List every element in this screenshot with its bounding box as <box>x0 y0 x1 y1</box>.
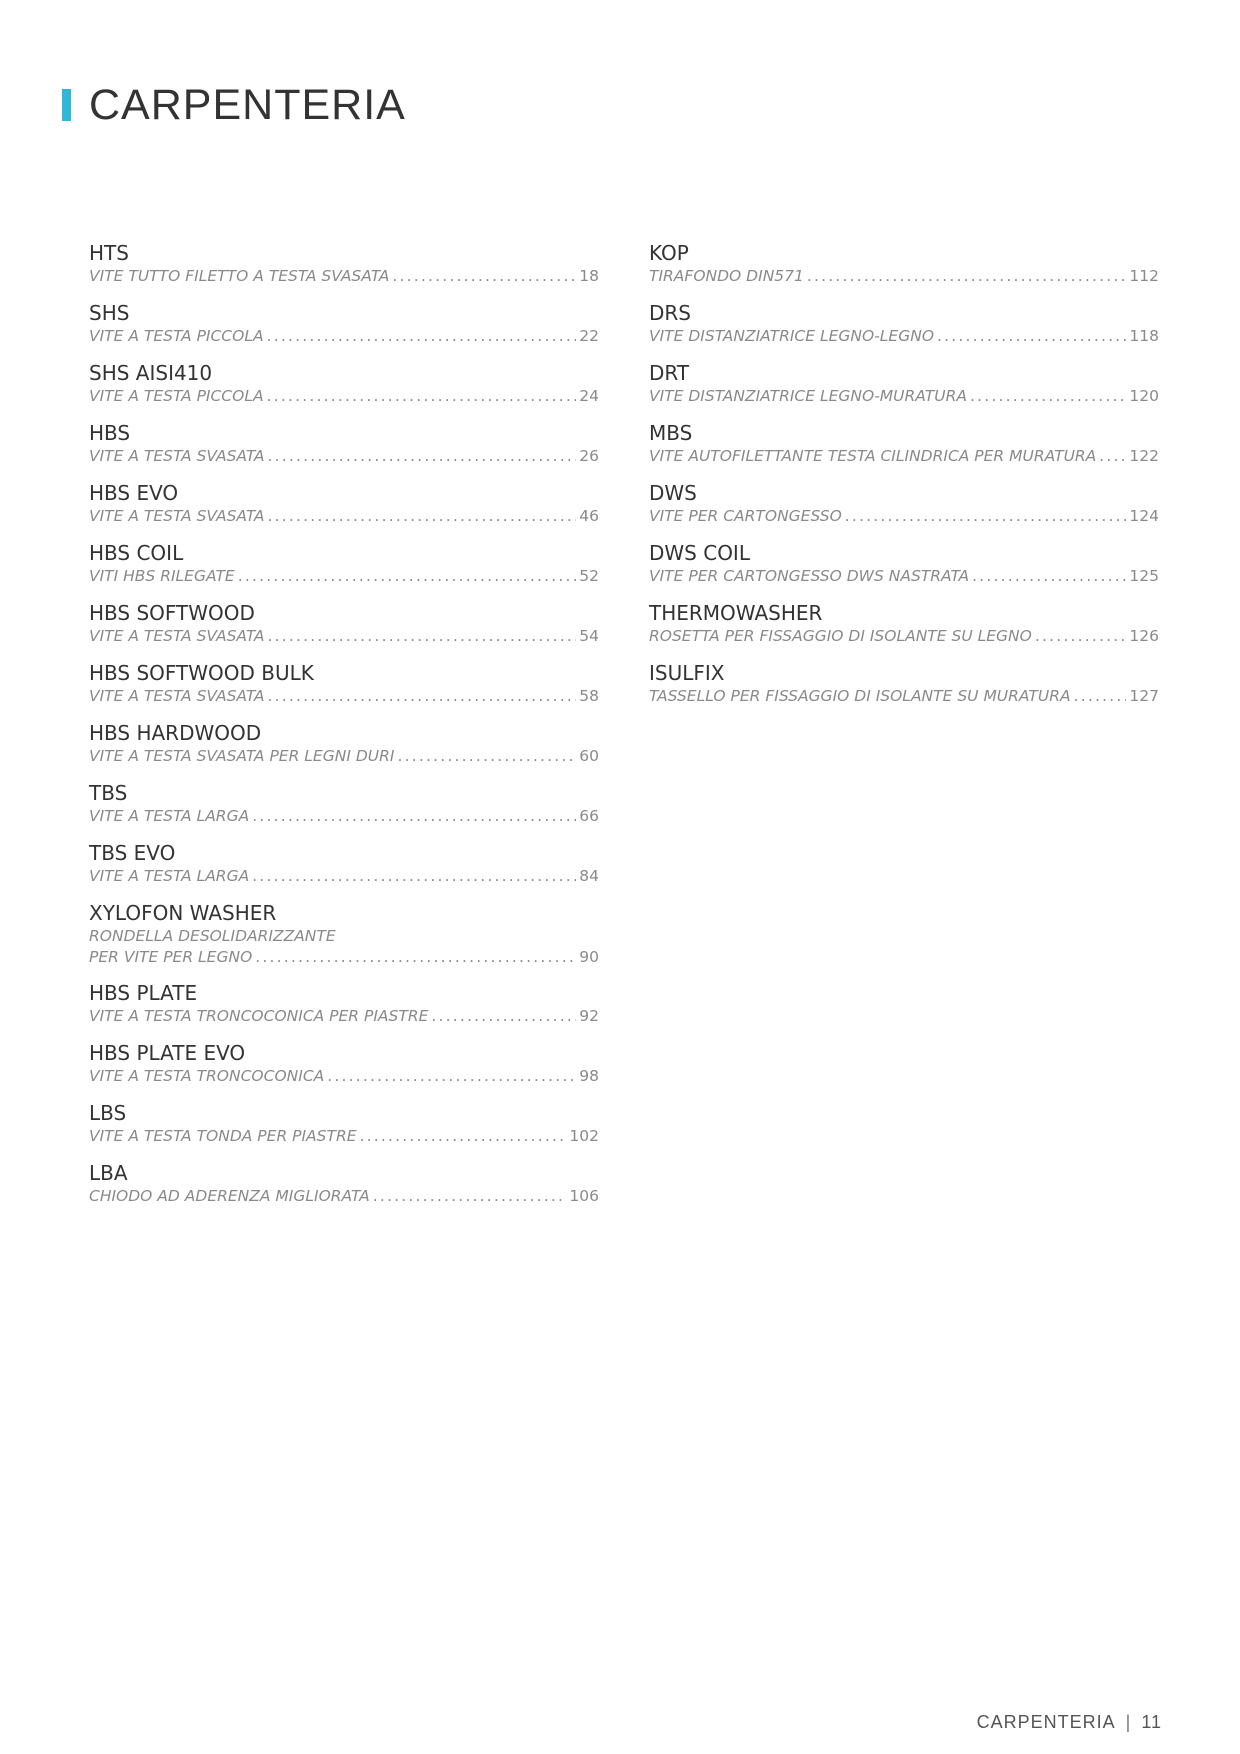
toc-entry[interactable] <box>649 300 1159 360</box>
toc-entry-page-number: 125 <box>1129 567 1159 585</box>
toc-entry-description: VITE A TESTA SVASATA <box>89 627 265 645</box>
toc-entry-name: HBS PLATE <box>89 981 198 1005</box>
toc-entry-line <box>649 386 1159 407</box>
toc-entry-name: LBS <box>89 1101 127 1125</box>
toc-entry-description: CHIODO AD ADERENZA MIGLIORATA <box>89 1187 370 1205</box>
toc-entry[interactable] <box>89 1160 599 1220</box>
toc-entry-line <box>89 1006 599 1027</box>
toc-entry-page-number: 60 <box>579 747 599 765</box>
toc-entry-description: VITE A TESTA SVASATA <box>89 507 265 525</box>
toc-entry[interactable] <box>649 360 1159 420</box>
toc-entry-line <box>89 1066 599 1087</box>
toc-entry-page-number: 102 <box>569 1127 599 1145</box>
toc-entry-name: HBS <box>89 421 131 445</box>
toc-entry[interactable] <box>89 840 599 900</box>
toc-entry-description: VITE PER CARTONGESSO DWS NASTRATA <box>649 567 970 585</box>
toc-entry-name: DRS <box>649 301 691 325</box>
toc-entry-name: SHS AISI410 <box>89 361 213 385</box>
page-footer <box>977 1712 1162 1733</box>
toc-entry-page-number: 54 <box>579 627 599 645</box>
toc-entry[interactable] <box>89 780 599 840</box>
toc-entry-page-number: 26 <box>579 447 599 465</box>
dot-leader <box>397 746 576 767</box>
toc-entry-name: HBS SOFTWOOD <box>89 601 255 625</box>
toc-entry-line <box>649 326 1159 347</box>
toc-entry-line <box>89 746 599 767</box>
toc-entry[interactable] <box>649 660 1159 720</box>
toc-right-column <box>649 240 1159 720</box>
toc-entry-name: HBS HARDWOOD <box>89 721 262 745</box>
accent-bar <box>62 89 71 121</box>
toc-entry-name: HBS EVO <box>89 481 179 505</box>
toc-entry[interactable] <box>89 720 599 780</box>
dot-leader <box>360 1126 567 1147</box>
toc-entry-description: VITE A TESTA SVASATA <box>89 447 265 465</box>
toc-entry-name: TBS <box>89 781 128 805</box>
toc-entry-line <box>649 266 1159 287</box>
toc-entry-description: VITE A TESTA LARGA <box>89 807 250 825</box>
toc-entry[interactable] <box>89 980 599 1040</box>
toc-entry-name: LBA <box>89 1161 128 1185</box>
toc-entry-page-number: 46 <box>579 507 599 525</box>
dot-leader <box>373 1186 567 1207</box>
toc-entry-page-number: 124 <box>1129 507 1159 525</box>
dot-leader <box>392 266 576 287</box>
toc-entry-line <box>89 506 599 527</box>
toc-entry-page-number: 84 <box>579 867 599 885</box>
toc-entry-description: VITE A TESTA TRONCOCONICA <box>89 1067 325 1085</box>
dot-leader <box>972 566 1126 587</box>
dot-leader <box>807 266 1127 287</box>
toc-entry-description: TASSELLO PER FISSAGGIO DI ISOLANTE SU MURATURA <box>649 687 1071 705</box>
toc-entry-description: PER VITE PER LEGNO <box>89 948 253 966</box>
dot-leader <box>238 566 577 587</box>
toc-entry-name: HBS SOFTWOOD BULK <box>89 661 314 685</box>
toc-entry-line <box>89 386 599 407</box>
dot-leader <box>268 446 577 467</box>
toc-entry-name: HBS PLATE EVO <box>89 1041 246 1065</box>
toc-entry-line <box>89 326 599 347</box>
dot-leader <box>252 866 576 887</box>
toc-entry-line <box>649 686 1159 707</box>
toc-entry-name: XYLOFON WASHER <box>89 901 277 925</box>
toc-entry-page-number: 90 <box>579 948 599 966</box>
toc-entry[interactable] <box>89 900 599 980</box>
toc-entry-line <box>89 446 599 467</box>
toc-entry[interactable] <box>89 1100 599 1160</box>
toc-entry-name: DWS COIL <box>649 541 750 565</box>
page-header <box>62 80 406 129</box>
toc-entry-description: VITE A TESTA TONDA PER PIASTRE <box>89 1127 357 1145</box>
page-title: CARPENTERIA <box>89 80 406 129</box>
toc-entry[interactable] <box>89 600 599 660</box>
toc-entry[interactable] <box>89 240 599 300</box>
toc-entry[interactable] <box>89 480 599 540</box>
toc-entry-name: HBS COIL <box>89 541 184 565</box>
toc-entry-line <box>89 1126 599 1147</box>
toc-entry-name: KOP <box>649 241 689 265</box>
toc-entry[interactable] <box>89 1040 599 1100</box>
toc-entry-line <box>89 806 599 827</box>
toc-entry-description: VITE TUTTO FILETTO A TESTA SVASATA <box>89 267 390 285</box>
toc-entry-line <box>89 566 599 587</box>
dot-leader <box>268 626 577 647</box>
dot-leader <box>431 1006 576 1027</box>
toc-entry-description: VITE A TESTA PICCOLA <box>89 327 264 345</box>
toc-entry-name: HTS <box>89 241 129 265</box>
dot-leader <box>252 806 576 827</box>
toc-entry-line <box>89 866 599 887</box>
toc-entry-name: DRT <box>649 361 690 385</box>
dot-leader <box>1074 686 1127 707</box>
toc-entry-page-number: 66 <box>579 807 599 825</box>
dot-leader <box>327 1066 576 1087</box>
toc-entry-page-number: 92 <box>579 1007 599 1025</box>
footer-section: CARPENTERIA <box>976 1712 1116 1732</box>
toc-entry-description: RONDELLA DESOLIDARIZZANTE <box>89 927 336 945</box>
toc-entry-name: DWS <box>649 481 697 505</box>
toc-entry-description: VITE A TESTA SVASATA PER LEGNI DURI <box>89 747 395 765</box>
toc-entry-page-number: 122 <box>1129 447 1159 465</box>
dot-leader <box>1099 446 1126 467</box>
toc-entry-name: TBS EVO <box>89 841 176 865</box>
toc-entry-description: VITE A TESTA SVASATA <box>89 687 265 705</box>
toc-entry-line <box>649 446 1159 467</box>
toc-entry-line <box>89 266 599 287</box>
toc-entry-line <box>89 626 599 647</box>
toc-entry[interactable] <box>649 480 1159 540</box>
dot-leader <box>268 506 577 527</box>
toc-entry[interactable] <box>649 540 1159 600</box>
toc-entry-description: VITE A TESTA LARGA <box>89 867 250 885</box>
toc-entry-description: VITE AUTOFILETTANTE TESTA CILINDRICA PER MURATURA <box>649 447 1097 465</box>
toc-entry[interactable] <box>649 240 1159 300</box>
toc-entry-description: ROSETTA PER FISSAGGIO DI ISOLANTE SU LEGNO <box>649 627 1032 645</box>
dot-leader <box>937 326 1126 347</box>
toc-entry-description: VITE A TESTA PICCOLA <box>89 387 264 405</box>
toc-entry-description: VITE A TESTA TRONCOCONICA PER PIASTRE <box>89 1007 429 1025</box>
toc-entry-line <box>89 1186 599 1207</box>
toc-entry-line <box>649 626 1159 647</box>
toc-entry-name: SHS <box>89 301 130 325</box>
toc-entry-line <box>649 566 1159 587</box>
toc-entry[interactable] <box>89 660 599 720</box>
toc-entry[interactable] <box>649 600 1159 660</box>
toc-entry-page-number: 112 <box>1129 267 1159 285</box>
toc-entry-description: VITE DISTANZIATRICE LEGNO-MURATURA <box>649 387 967 405</box>
dot-leader <box>255 947 576 968</box>
toc-entry-description: VITE PER CARTONGESSO <box>649 507 842 525</box>
toc-entry-page-number: 127 <box>1129 687 1159 705</box>
dot-leader <box>268 686 577 707</box>
toc-entry-page-number: 52 <box>579 567 599 585</box>
toc-entry-name: THERMOWASHER <box>649 601 823 625</box>
toc-left-column <box>89 240 599 1220</box>
toc-entry[interactable] <box>89 300 599 360</box>
dot-leader <box>845 506 1127 527</box>
dot-leader <box>267 326 577 347</box>
footer-page-number: 11 <box>1141 1712 1162 1732</box>
toc-entry-page-number: 18 <box>579 267 599 285</box>
toc-entry[interactable] <box>89 420 599 480</box>
toc-entry-line <box>89 686 599 707</box>
toc-entry-page-number: 58 <box>579 687 599 705</box>
toc-entry-page-number: 118 <box>1129 327 1159 345</box>
toc-entry-line <box>649 506 1159 527</box>
toc-entry-name: ISULFIX <box>649 661 725 685</box>
toc-entry-line <box>89 947 599 968</box>
toc-entry-page-number: 98 <box>579 1067 599 1085</box>
toc-entry-page-number: 106 <box>569 1187 599 1205</box>
toc-entry-description: TIRAFONDO DIN571 <box>649 267 804 285</box>
toc-entry-name: MBS <box>649 421 693 445</box>
toc-entry-description: VITE DISTANZIATRICE LEGNO-LEGNO <box>649 327 935 345</box>
toc-entry-description: VITI HBS RILEGATE <box>89 567 235 585</box>
dot-leader <box>970 386 1126 407</box>
toc-entry[interactable] <box>89 360 599 420</box>
toc-entry-page-number: 120 <box>1129 387 1159 405</box>
toc-entry-page-number: 126 <box>1129 627 1159 645</box>
footer-separator: | <box>1125 1712 1132 1732</box>
toc-entry-page-number: 22 <box>579 327 599 345</box>
dot-leader <box>1035 626 1127 647</box>
dot-leader <box>267 386 577 407</box>
toc-entry[interactable] <box>89 540 599 600</box>
toc-entry-page-number: 24 <box>579 387 599 405</box>
toc-entry[interactable] <box>649 420 1159 480</box>
